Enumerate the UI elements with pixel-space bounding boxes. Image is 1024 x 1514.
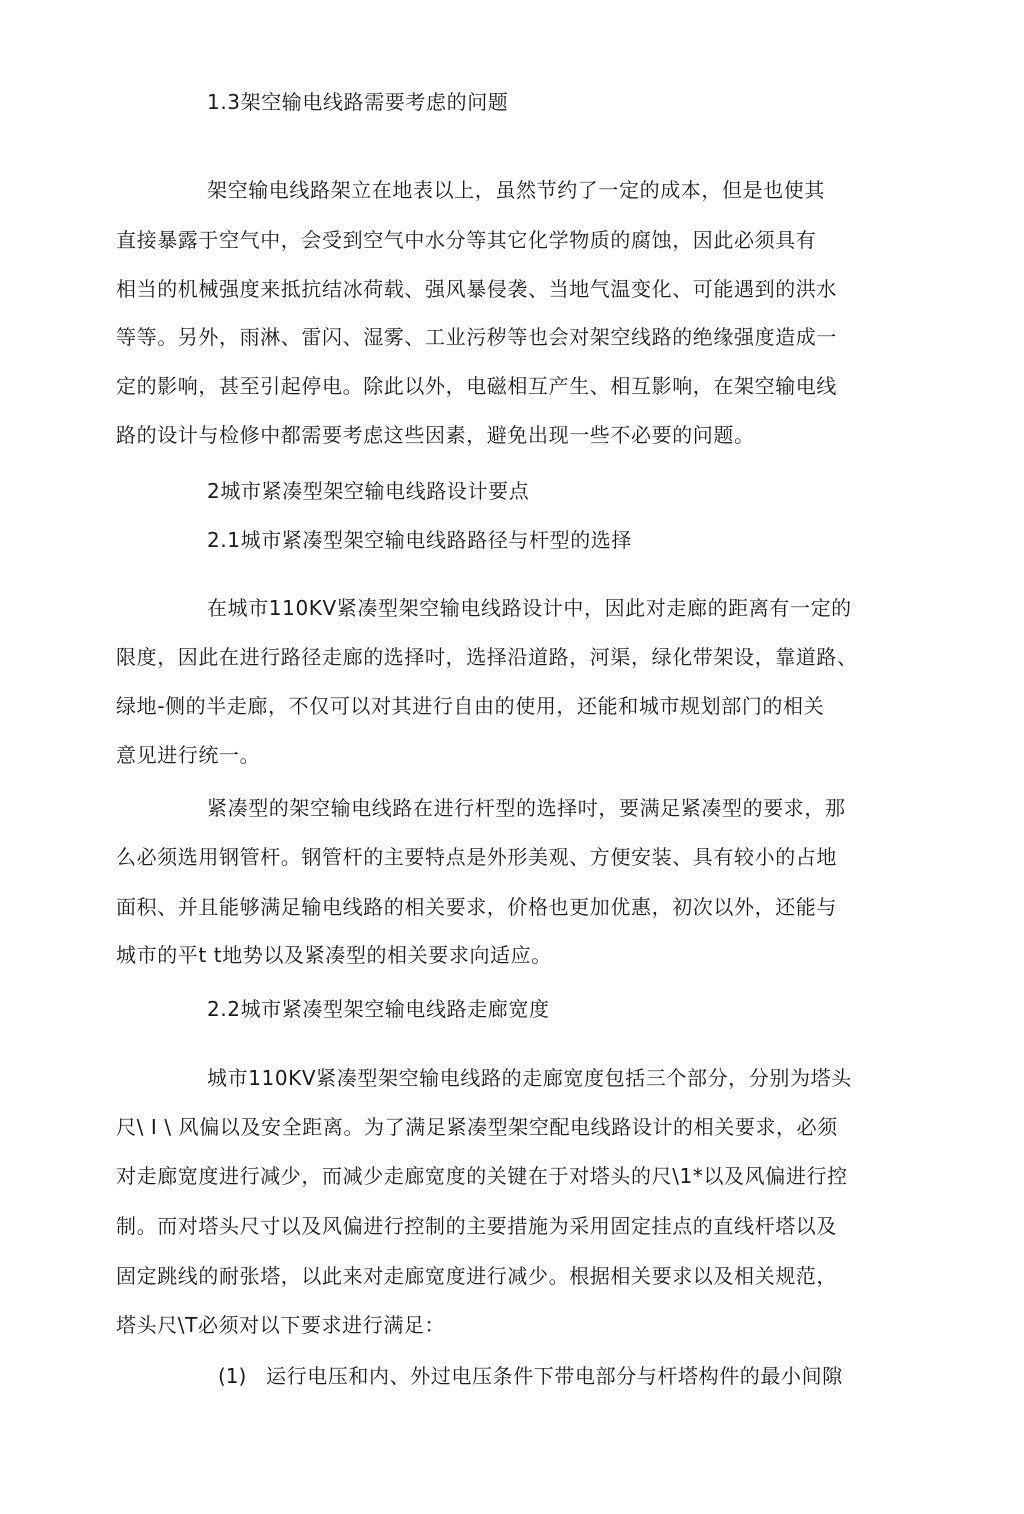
paragraph-line: 绿地-侧的半走廊，不仅可以对其进行自由的使用，还能和城市规划部门的相关 bbox=[116, 694, 825, 718]
paragraph-line: 固定跳线的耐张塔，以此来对走廊宽度进行减少。根据相关要求以及相关规范， bbox=[116, 1264, 837, 1288]
paragraph-line: 在城市110KV紧凑型架空输电线路设计中，因此对走廊的距离有一定的 bbox=[207, 596, 852, 620]
section-heading-2-1: 2.1城市紧凑型架空输电线路路径与杆型的选择 bbox=[207, 528, 633, 552]
paragraph-line: 制。而对塔头尺寸以及风偏进行控制的主要措施为采用固定挂点的直线杆塔以及 bbox=[116, 1214, 837, 1238]
paragraph-line: 城市的平t t地势以及紧凑型的相关要求向适应。 bbox=[116, 943, 552, 967]
paragraph-line: 尺\ I \ 风偏以及安全距离。为了满足紧凑型架空配电线路设计的相关要求，必须 bbox=[116, 1115, 838, 1139]
paragraph-line: 等等。另外，雨淋、雷闪、湿雾、工业污秽等也会对架空线路的绝缘强度造成一 bbox=[116, 325, 837, 349]
list-item-number: (1) bbox=[218, 1364, 247, 1388]
paragraph-line: 相当的机械强度来抵抗结冰荷载、强风暴侵袭、当地气温变化、可能遇到的洪水 bbox=[116, 277, 837, 301]
paragraph-line: 塔头尺\T必须对以下要求进行满足： bbox=[116, 1313, 446, 1337]
paragraph-line: 城市110KV紧凑型架空输电线路的走廊宽度包括三个部分，分别为塔头 bbox=[207, 1066, 852, 1090]
paragraph-line: 架空输电线路架立在地表以上，虽然节约了一定的成本，但是也使其 bbox=[207, 178, 825, 202]
section-heading-2: 2城市紧凑型架空输电线路设计要点 bbox=[207, 479, 530, 503]
paragraph-line: 定的影响，甚至引起停电。除此以外，电磁相互产生、相互影响，在架空输电线 bbox=[116, 374, 837, 398]
paragraph-line: 限度，因此在进行路径走廊的选择吋，选择沿道路，河渠，绿化带架设，靠道路、 bbox=[116, 645, 858, 669]
paragraph-line: 直接暴露于空气中，会受到空气中水分等其它化学物质的腐蚀，因此必须具有 bbox=[116, 228, 817, 252]
section-heading-2-2: 2.2城市紧凑型架空输电线路走廊宽度 bbox=[207, 997, 550, 1021]
paragraph-line: 紧凑型的架空输电线路在进行杆型的选择吋，要满足紧凑型的要求，那 bbox=[207, 796, 846, 820]
paragraph-line: 面积、并且能够满足输电线路的相关要求，价格也更加优惠，初次以外，还能与 bbox=[116, 895, 837, 919]
section-heading-1-3: 1.3架空输电线路需要考虑的问题 bbox=[207, 90, 509, 114]
paragraph-line: 意见进行统一。 bbox=[116, 743, 261, 767]
paragraph-line: 路的设计与检修中都需要考虑这些因素，避免出现一些不必要的问题。 bbox=[116, 423, 755, 447]
paragraph-line: 么必须选用钢管杆。钢管杆的主要特点是外形美观、方便安装、具有较小的占地 bbox=[116, 845, 837, 869]
list-item-text: 运行电压和内、外过电压条件下带电部分与杆塔构件的最小间隙 bbox=[266, 1364, 843, 1388]
paragraph-line: 对走廊宽度进行减少，而减少走廊宽度的关键在于对塔头的尺\1*以及风偏进行控 bbox=[116, 1164, 848, 1188]
